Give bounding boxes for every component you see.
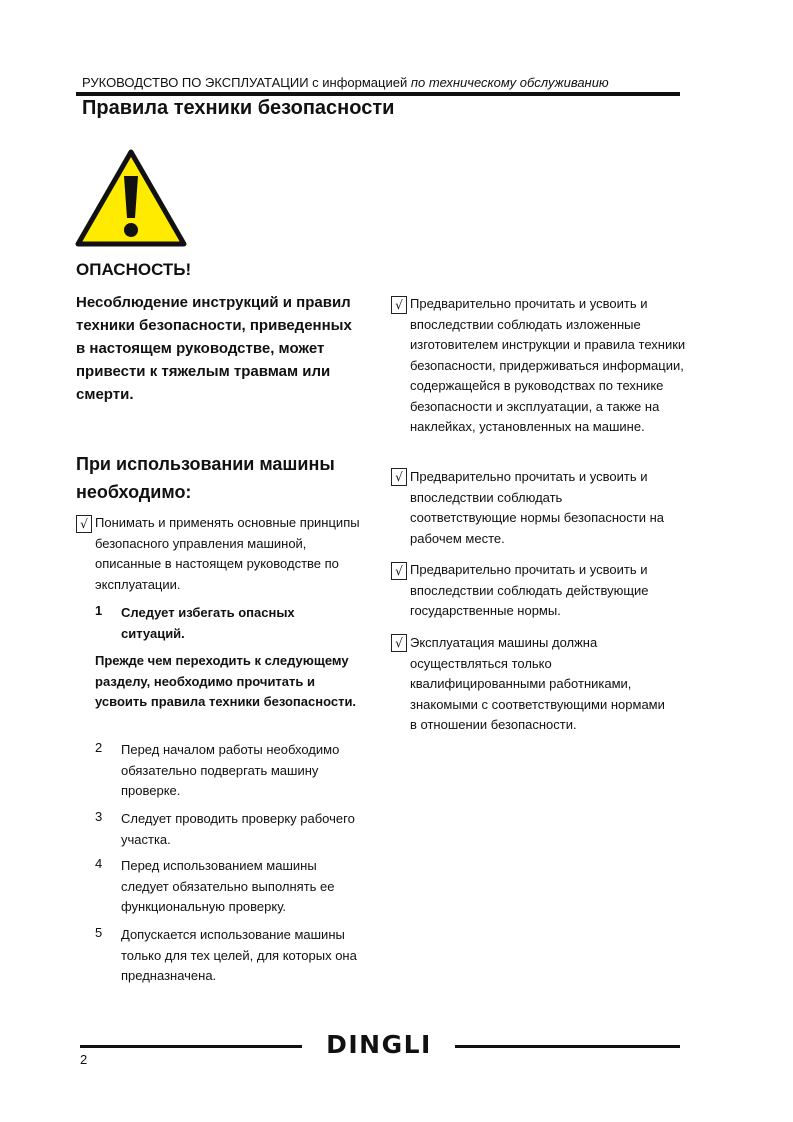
item-number: 4: [95, 856, 103, 871]
checkbox-icon: √: [391, 296, 407, 314]
checkbox-icon: √: [391, 562, 407, 580]
dingli-logo: DINGLI: [326, 1030, 432, 1059]
section-title: Правила техники безопасности: [82, 97, 395, 119]
running-header-italic: по техническому обслуживанию: [410, 75, 609, 90]
footer-rule-left: [80, 1045, 302, 1048]
checkbox-icon: √: [391, 634, 407, 652]
item-number: 5: [95, 925, 103, 940]
check-item-text: Эксплуатация машины должна осуществляться только квалифицированными работниками, знакомыми с соответствующими нормами в отношении безопасности.: [410, 635, 665, 732]
item-number: 2: [95, 740, 103, 755]
checkbox-icon: √: [391, 468, 407, 486]
item-text-bold: Следует избегать опасных ситуаций.: [121, 605, 295, 641]
list-item: Перед началом работы необходимо обязательно подвергать машину проверке.: [121, 742, 340, 798]
item-number: 1: [95, 603, 103, 618]
list-item: Допускается использование машины только для тех целей, для которых она предназначена.: [121, 927, 357, 983]
list-item: Следует проводить проверку рабочего участка.: [121, 811, 355, 847]
running-header: [82, 75, 609, 90]
danger-text: Несоблюдение инструкций и правил техники безопасности, приведенных в настоящем руководстве, может привести к тяжелым травмам или смерти.: [76, 294, 352, 403]
page-number: 2: [80, 1052, 88, 1067]
item-number: 3: [95, 809, 103, 824]
usage-heading: При использовании машины необходимо:: [76, 454, 335, 502]
check-item-text: Предварительно прочитать и усвоить и впоследствии соблюдать действующие государственные нормы.: [410, 562, 649, 618]
check-item-text: Предварительно прочитать и усвоить и впоследствии соблюдать соответствующие нормы безопасности на рабочем месте.: [410, 469, 665, 546]
safety-note: Прежде чем переходить к следующему разделу, необходимо прочитать и усвоить правила техники безопасности.: [95, 653, 357, 709]
footer-rule-right: [455, 1045, 680, 1048]
checkbox-icon: √: [76, 515, 92, 533]
check-item-text: Предварительно прочитать и усвоить и впоследствии соблюдать изложенные изготовителем инструкции и правила техники безопасности, придерживаться информации, содержащейся в руководствах по технике безопасности и эксплуатации, а также на наклейках, установленных на машине.: [410, 296, 686, 434]
header-rule: [76, 92, 680, 96]
check-item-text: Понимать и применять основные принципы безопасного управления машиной, описанные в настоящем руководстве по эксплуатации.: [95, 515, 360, 592]
list-item: Перед использованием машины следует обязательно выполнять ее функциональную проверку.: [121, 858, 335, 914]
running-header-normal: РУКОВОДСТВО ПО ЭКСПЛУАТАЦИИ с информацией: [82, 75, 411, 90]
danger-label: ОПАСНОСТЬ!: [76, 260, 192, 279]
warning-triangle-icon: [74, 148, 188, 248]
